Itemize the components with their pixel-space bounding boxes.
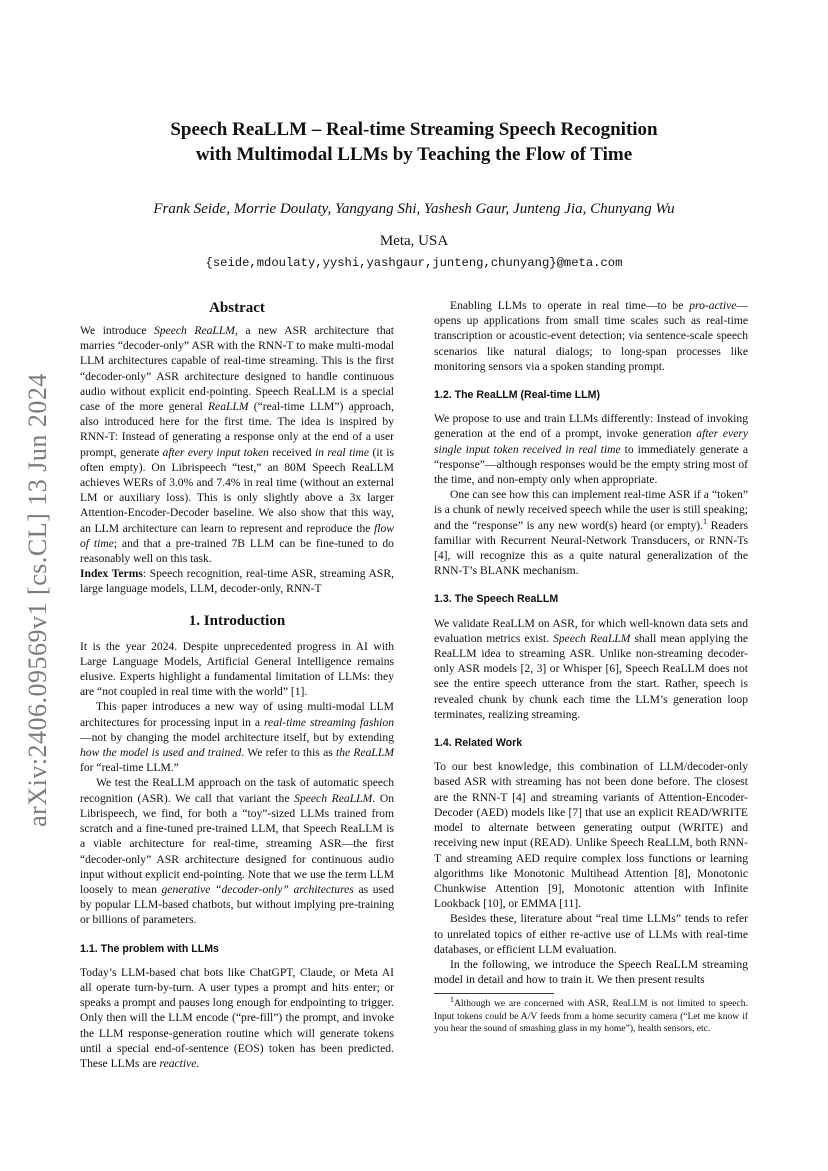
author-emails: {seide,mdoulaty,yyshi,yashgaur,junteng,chunyang}@meta.com [205, 256, 623, 270]
left-column [80, 298, 394, 1071]
section-1-1-paragraph-1: Today’s LLM-based chat bots like ChatGPT, Claude, or Meta AI all operate turn-by-turn. A user types a prompt and hits enter; or speaks a prompt and pauses long enough for endpointing to trigger. Only then will the LLM encode (“pre-fill”) the prompt, and invoke the LLM response-generation routine which will generate tokens until a special end-of-sentence (EOS) token has been predicted. These LLMs are reactive. [80, 965, 394, 1070]
footnote-marker: 1 [703, 516, 708, 526]
section-1-3-paragraph-1: We validate ReaLLM on ASR, for which well-known data sets and evaluation metrics exist. Speech ReaLLM shall mean applying the ReaLLM idea to streaming ASR. Unlike non-streaming decoder-only ASR models [2, 3] or Whisper [6], Speech ReaLLM does not see the entire speech utterance from the start. Rather, speech is revealed chunk by chunk each time the LLM’s generation loop terminates, realizing streaming. [434, 616, 749, 721]
section-1-2-paragraph-1: We propose to use and train LLMs differently: Instead of invoking generation at the end of a prompt, invoke generation after every single input token received in real time to immediately generate a “response”—although responses would be the empty string most of the time, and non-empty only when appropriate. [434, 412, 749, 487]
section-1-4-paragraph-3: In the following, we introduce the Speech ReaLLM streaming model in detail and how to train it. We then present results [434, 957, 748, 987]
title-line-2: with Multimodal LLMs by Teaching the Flow of Time [195, 144, 633, 165]
section-1-1-paragraph-2: Enabling LLMs to operate in real time—to be pro-active—opens up applications from small time scales such as real-time transcription or acoustic-event detection; via sentence-scale speech scenarios like natural dialogs; to long-span processes like monitoring sensors via a spoken standing prompt. [434, 299, 748, 373]
arxiv-id: arXiv:2406.09569v1 [cs.CL] 13 Jun 2024 [23, 373, 52, 827]
abstract-heading: Abstract [209, 300, 265, 316]
footnote: $^1$Although we are concerned with ASR, ReaLLM is not limited to speech. Input tokens could be A/V feeds from a home security camera (“Let me know if you hear the sound of smashing glass in my home”), health sensors, etc. [434, 995, 748, 1035]
section-1-2-heading: 1.2. The ReaLLM (Real-time LLM) [434, 389, 600, 402]
abstract-text: We introduce Speech ReaLLM, a new ASR architecture that marries “decoder-only” ASR with the RNN-T to make multi-modal LLM architectures capable of real-time streaming. This is the first “decoder-only” ASR architecture designed to handle continuous audio without explicit end-pointing. Speech ReaLLM is a special case of the more general ReaLLM (“real-time LLM”) approach, also introduced here for the first time. The idea is inspired by RNN-T: Instead of generating a response only at the end of a user prompt, generate after every input token received in real time (it is often empty). On Librispeech “test,” an 80M Speech ReaLLM achieves WERs of 3.0% and 7.4% in real time (without an external LM or auxiliary loss). This is only slightly above a 3x larger Attention-Encoder-Decoder baseline. We also show that this way, an LLM architecture can learn to represent and reproduce the flow of time; and that a pre-trained 7B LLM can be fine-tuned to do reasonably well on this task. [80, 324, 395, 566]
intro-heading: 1. Introduction [188, 612, 286, 629]
right-column [434, 298, 748, 1036]
section-1-2-paragraph-2: One can see how this can implement real-time ASR if a “token” is a chunk of newly received speech while the user is still speaking; and the “response” is any new word(s) heard (or empty).$^1$ Readers familiar with Recurrent Neural-Network Transducers, or RNN-Ts [4], will recognize this as a quite natural generalization of the RNN-T’s BLANK mechanism. [434, 488, 748, 578]
section-1-4-paragraph-1: To our best knowledge, this combination of LLM/decoder-only based ASR with streaming has not been done before. The closest are the RNN-T [4] and streaming variants of Attention-Encoder-Decoder (AED) models like [7] that use an explicit READ/WRITE model to alternate between generating output (WRITE) and receiving new input (READ). Unlike Speech ReaLLM, both RNN-T and streaming AED require complex loss functions or learning algorithms like Monotonic Multihead Attention [8], Monotonic Chunkwise Attention [9], Monotonic attention with Infinite Lookback [10], or EMMA [11]. [434, 760, 748, 911]
intro-paragraph-3: We test the ReaLLM approach on the task of automatic speech recognition (ASR). We call that variant the Speech ReaLLM. On Librispeech, we find, for both a “toy”-sized LLMs trained from scratch and a fine-tuned pre-trained LLM, that Speech ReaLLM is a viable architecture for real-time, streaming ASR—the first “decoder-only” ASR architecture designed for continuous audio input without explicit end-pointing. Note that we use the term LLM loosely to mean generative “decoder-only” architectures as used by popular LLM-based chatbots, but without implying pre-training or billions of parameters. [80, 776, 394, 927]
intro-paragraph-2: This paper introduces a new way of using multi-modal LLM architectures for processing input in a real-time streaming fashion—not by changing the model architecture itself, but by extending how the model is used and trained. We refer to this as the ReaLLM for “real-time LLM.” [80, 700, 395, 775]
index-terms: Index Terms: Speech recognition, real-time ASR, streaming ASR, large language models, LLM, decoder-only, RNN-T [80, 567, 394, 596]
section-1-3-heading: 1.3. The Speech ReaLLM [434, 593, 559, 606]
section-1-4-paragraph-2: Besides these, literature about “real time LLMs” tends to refer to unrelated topics of either re-active use of LLMs with real-time databases, or efficient LLM evaluation. [434, 912, 748, 956]
affiliation: Meta, USA [379, 233, 449, 249]
section-1-1-heading: 1.1. The problem with LLMs [80, 942, 219, 955]
paper-title [110, 117, 718, 167]
arxiv-watermark [18, 360, 58, 840]
section-1-4-heading: 1.4. Related Work [434, 737, 523, 750]
title-line-1: Speech ReaLLM – Real-time Streaming Speech Recognition [170, 119, 658, 140]
author-list: Frank Seide, Morrie Doulaty, Yangyang Shi, Yashesh Gaur, Junteng Jia, Chunyang Wu [153, 201, 675, 217]
intro-paragraph-1: It is the year 2024. Despite unprecedented progress in AI with Large Language Models, Artificial General Intelligence remains elusive. Experts highlight a fundamental limitation of LLMs: they are “not coupled in real time with the world” [1]. [80, 639, 394, 699]
